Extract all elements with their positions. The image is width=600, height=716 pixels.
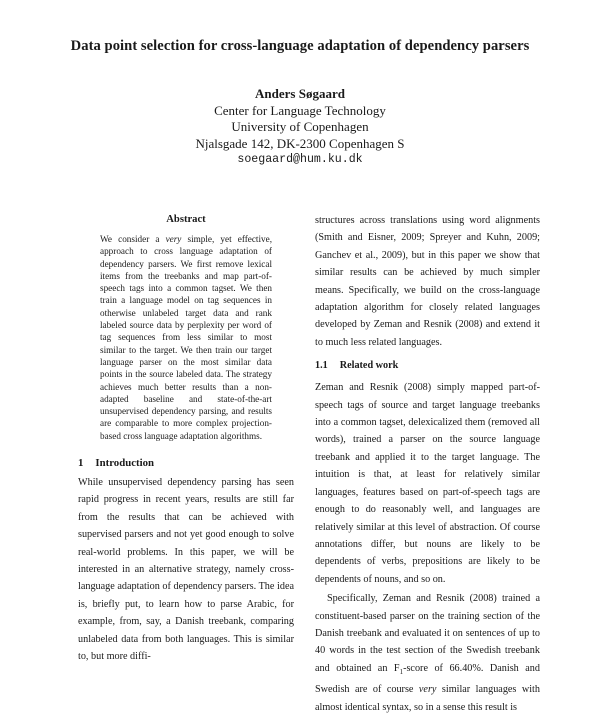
paragraph-related-work: Zeman and Resnik (2008) simply mapped part-of-speech tags of source and target language treebanks into a common tagset, delexicalized them (removed all words), trained a parser on the source language treebank and applied it to the target language. The intuition is that, at least for relatively similar languages, features based on part-of-speech tags are enough to do reasonably well, and languages are relatively similar at this level of abstraction. Of course annotations differ, but nouns are likely to be dependents of verbs, prepositions are likely to be dependents of nouns, and so on. (315, 382, 540, 585)
paragraph-alignments: structures across translations using word alignments (Smith and Eisner, 2009; Spreyer and Kuhn, 2009; Ganchev et al., 2009), but in this paper we show that similar results can be achieved by much simpler means. Specifically, we build on the cross-language adaptation algorithm for closely related languages developed by Zeman and Resnik (2008) and extend it to much less related languages. (315, 215, 540, 348)
author-affiliation-1: Center for Language Technology (214, 102, 386, 118)
subsection-number: 1.1 (315, 360, 328, 372)
subsection-heading-related-work (315, 359, 540, 373)
left-column (78, 213, 294, 666)
author-block (0, 86, 600, 169)
author-affiliation-2: University of Copenhagen (231, 119, 369, 135)
author-address: Njalsgade 142, DK-2300 Copenhagen S (195, 135, 405, 151)
abstract-heading: Abstract (166, 214, 206, 225)
subsection-title: Related work (339, 360, 399, 372)
paragraph-specifically: Specifically, Zeman and Resnik (2008) trained a constituent-based parser on the training section of the Danish treebank and evaluated it on sentences of up to 40 words in the test section of the Swedish treebank and obtained an $F_1$-score of 66.40%. Danish and Swedish are of course very similar languages with almost identical syntax, so in a sense this result is (315, 593, 540, 713)
author-name: Anders Søgaard (255, 86, 345, 101)
section-title: Introduction (95, 457, 155, 470)
abstract-text: We consider a very simple, yet effective, approach to cross language adaptation of dependency parsers. We first remove lexical items from the treebanks and map part-of-speech tags into a common tagset. We then train a language model on tag sequences in otherwise unlabeled target data and rank labeled source data by perplexity per word of tag sequences from less similar to most similar to the target. We then train our target language parser on the most similar data points in the source labeled data. The strategy achieves much better results than a non-adapted baseline and state-of-the-art unsupervised dependency parsing, and results are comparable to more complex projection-based cross language adaptation algorithms. (100, 234, 272, 441)
section-number: 1 (78, 457, 84, 470)
paper-title: Data point selection for cross-language adaptation of dependency parsers (70, 38, 530, 54)
right-column (315, 212, 540, 716)
author-email[interactable]: soegaard@hum.ku.dk (237, 153, 363, 167)
introduction-paragraph: While unsupervised dependency parsing has seen rapid progress in recent years, results are still far from the results that can be achieved with supervised parsers and not yet good enough to solve real-world problems. In this paper, we will be interested in an alternative strategy, namely cross-language adaptation of dependency parsers. The idea is, briefly put, to learn how to parse Arabic, for example, from, say, a Danish treebank, comparing unlabeled data from both languages. This is similar to, but more diffi- (78, 477, 294, 663)
section-heading-introduction (78, 456, 294, 470)
